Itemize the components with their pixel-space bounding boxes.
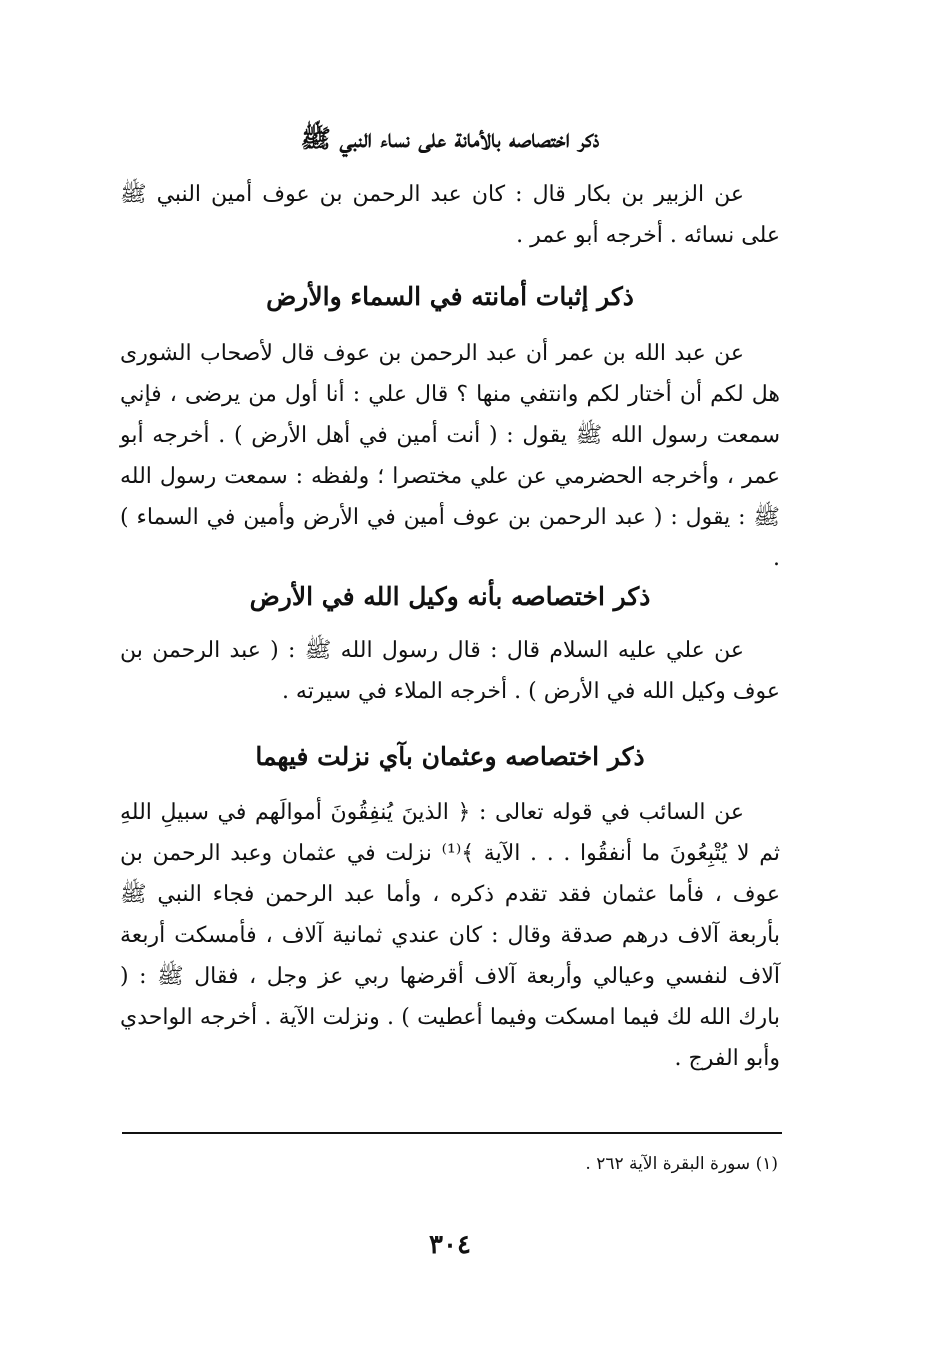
section-heading-trusteeship: ذكر اختصاصه بالأمانة على نساء النبي ﷺ <box>300 124 600 153</box>
section-body-agent-of-god <box>120 630 780 712</box>
section-body-trust-heaven-earth <box>120 333 780 579</box>
section-heading-verses-revealed: ذكر اختصاصه وعثمان بآي نزلت فيهما <box>255 742 645 771</box>
paragraph-agent-of-god: عن علي عليه السلام قال : قال رسول الله ﷺ : ( عبد الرحمن بن عوف وكيل الله في الأرض ) . أخرجه الملاء في سيرته . <box>120 638 780 704</box>
section-heading-trust-heaven-earth: ذكر إثبات أمانته في السماء والأرض <box>266 282 634 311</box>
footnote-divider <box>122 1132 782 1134</box>
paragraph-trusteeship: عن الزبير بن بكار قال : كان عبد الرحمن بن عوف أمين النبي ﷺ على نسائه . أخرجه أبو عمر . <box>120 182 780 248</box>
section-heading-agent-of-god: ذكر اختصاصه بأنه وكيل الله في الأرض <box>249 582 651 611</box>
paragraph-verses-revealed: عن السائب في قوله تعالى : ﴿ الذينَ يُنفِقُونَ أموالَهم في سبيلِ اللهِ ثم لا يُتْبِعُونَ ما أنفقُوا . . . الآية ﴾⁽¹⁾ نزلت في عثمان وعبد الرحمن بن عوف ، فأما عثمان فقد تقدم ذكره ، وأما عبد الرحمن فجاء النبي ﷺ بأربعة آلاف درهم صدقة وقال : كان عندي ثمانية آلاف ، فأمسكت أربعة آلاف لنفسي وعيالي وأربعة آلاف أقرضها ربي عز وجل ، فقال ﷺ : ( بارك الله لك فيما امسكت وفيما أعطيت ) . ونزلت الآية . أخرجه الواحدي وأبو الفرج . <box>120 800 780 1071</box>
page-number: ٣٠٤ <box>429 1230 471 1260</box>
footnote: (١) سورة البقرة الآية ٢٦٢ . <box>585 1154 778 1174</box>
section-body-trusteeship <box>120 174 780 256</box>
section-body-verses-revealed <box>120 792 780 1079</box>
paragraph-trust-heaven-earth: عن عبد الله بن عمر أن عبد الرحمن بن عوف قال لأصحاب الشورى هل لكم أن أختار لكم وانتفي منها ؟ قال علي : أنا أول من يرضى ، فإني سمعت رسول الله ﷺ يقول : ( أنت أمين في أهل الأرض ) . أخرجه أبو عمر ، وأخرجه الحضرمي عن علي مختصرا ؛ ولفظه : سمعت رسول الله ﷺ : يقول : ( عبد الرحمن بن عوف أمين في الأرض وأمين في السماء ) . <box>120 341 780 571</box>
